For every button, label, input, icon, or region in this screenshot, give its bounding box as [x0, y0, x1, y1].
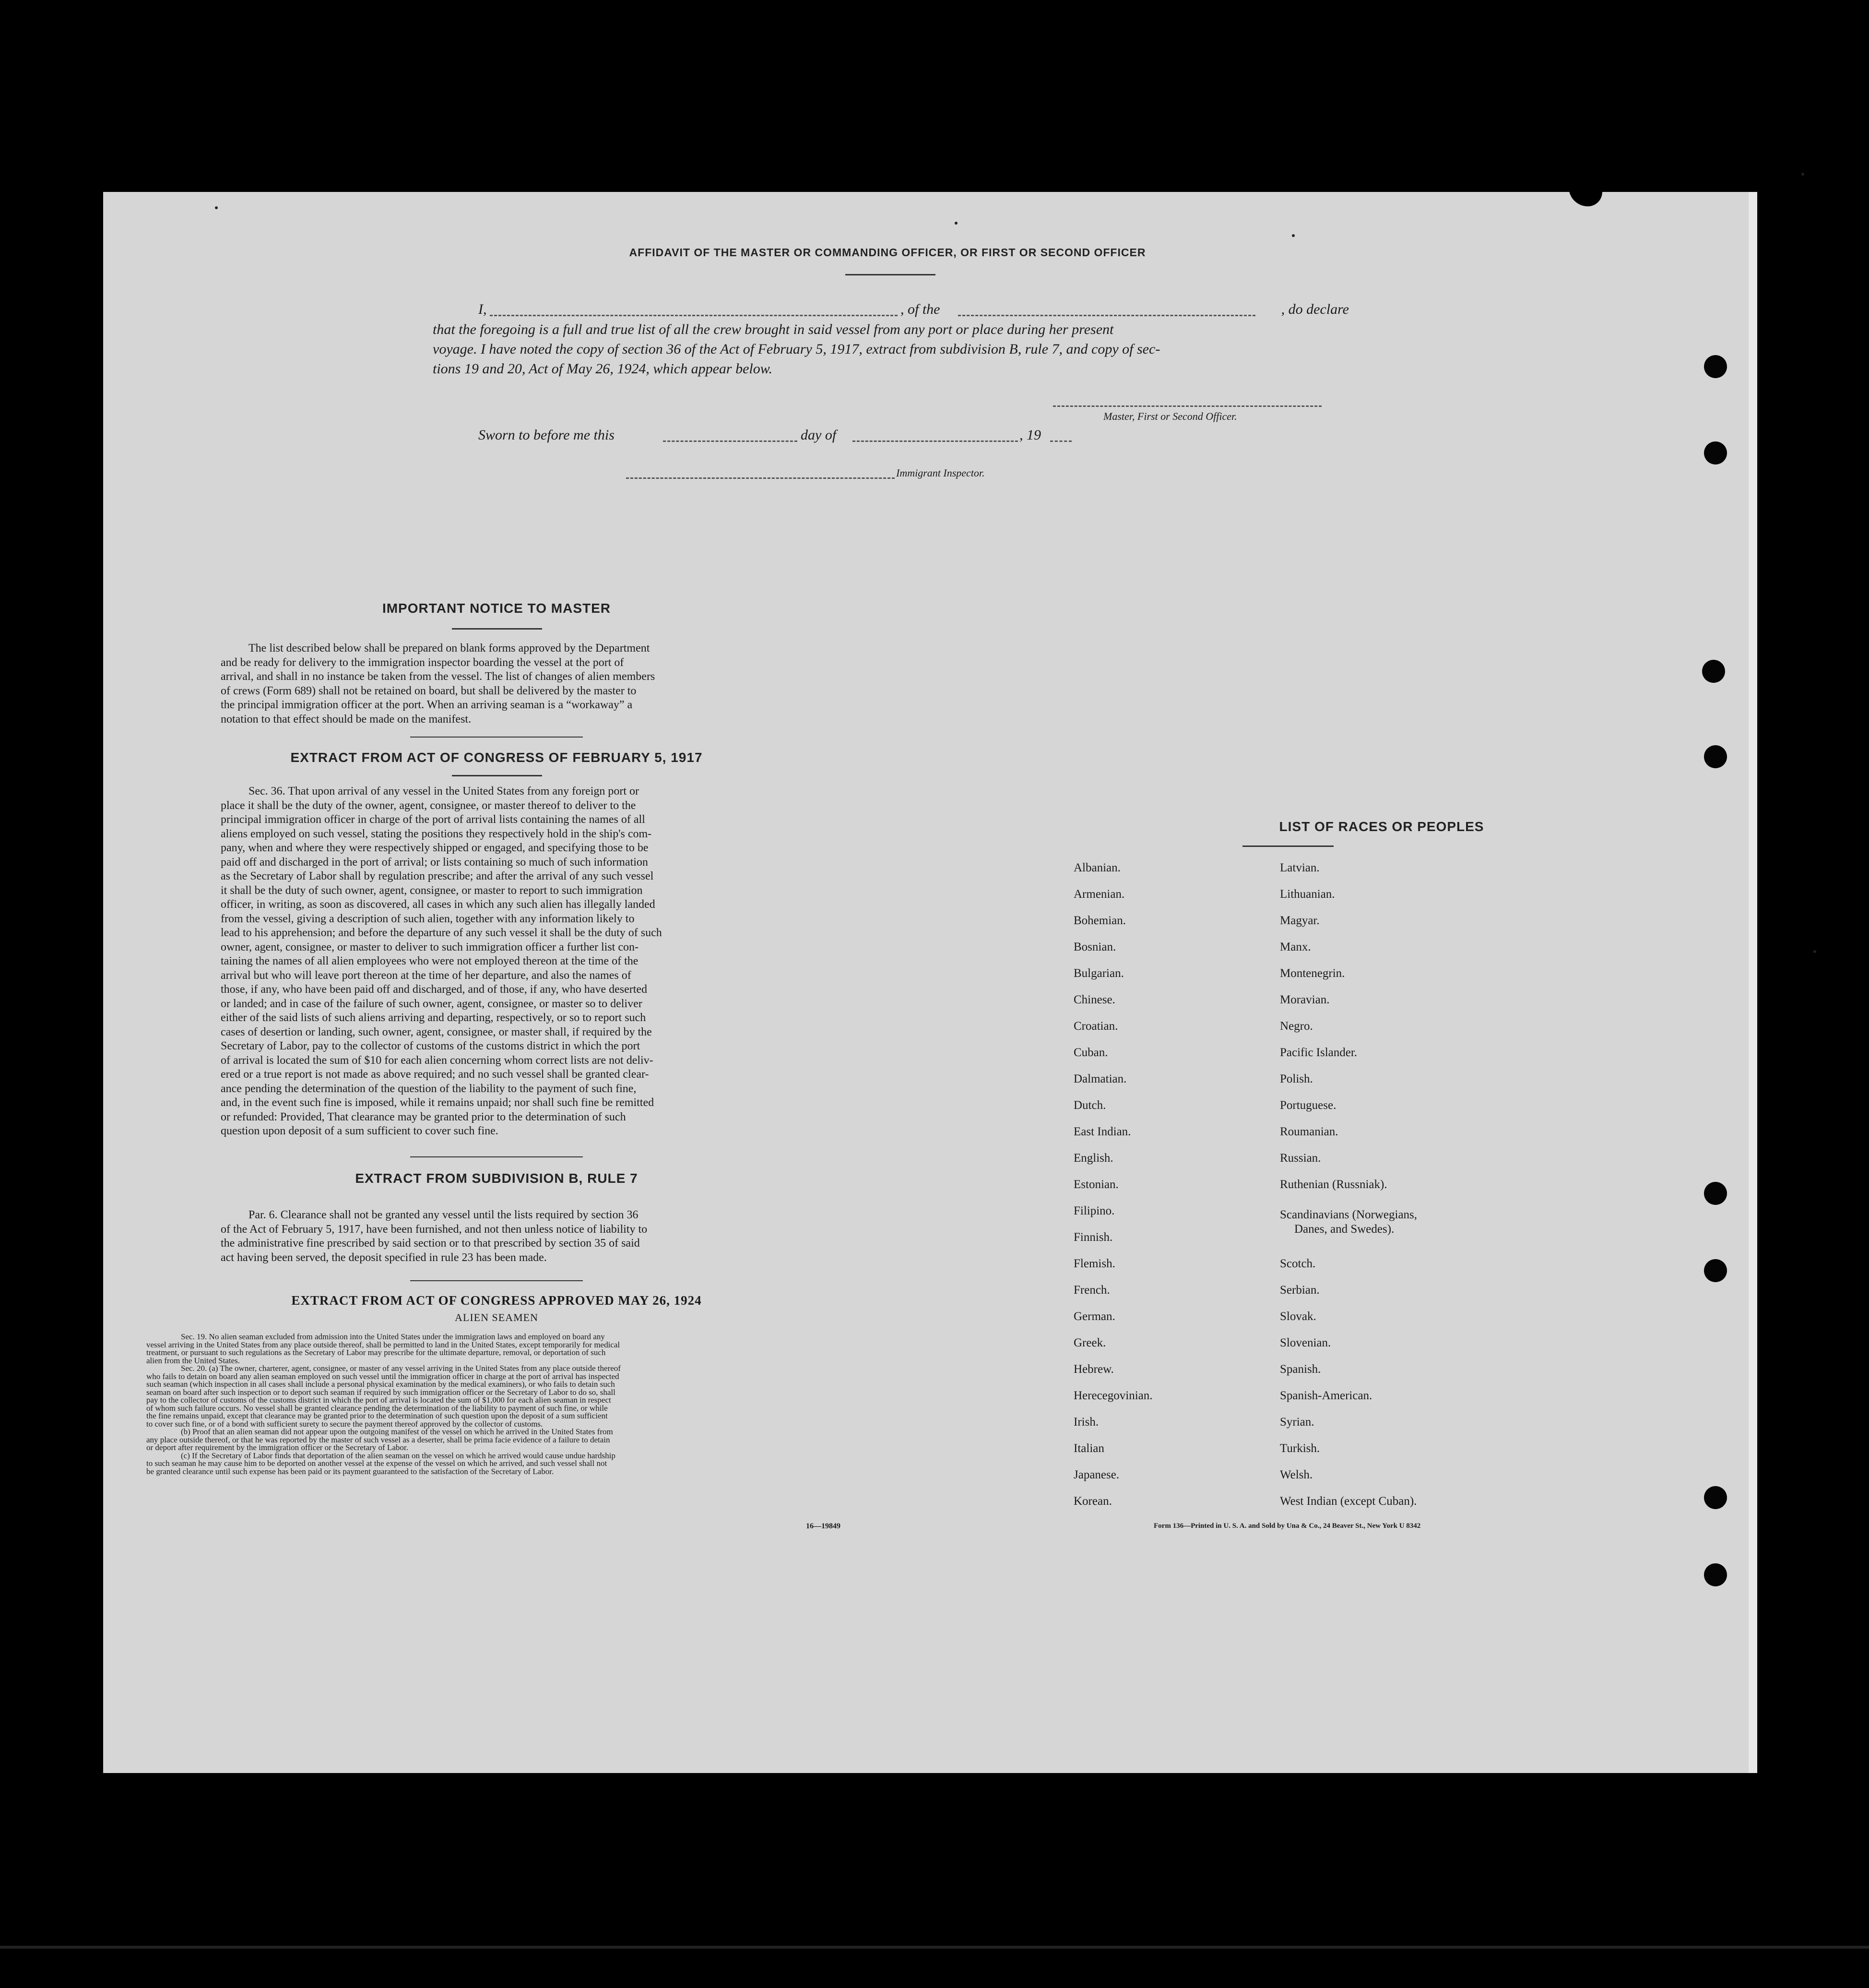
race-item: Armenian.: [1074, 888, 1125, 901]
race-item: Italian: [1074, 1442, 1104, 1455]
affidavit-line2: that the foregoing is a full and true list of all the crew brought in said vessel from any port or place during her present: [433, 321, 1114, 337]
page-edge-shadow: [1749, 192, 1757, 1773]
race-item: French.: [1074, 1284, 1110, 1297]
act-1924-line: Sec. 20. (a) The owner, charterer, agent, consignee, or master of any vessel arriving in the United States from any place outside thereof: [181, 1364, 621, 1373]
punch-hole: [1704, 1486, 1727, 1509]
of-the-label: , of the: [900, 301, 940, 317]
punch-hole: [1704, 745, 1727, 768]
act-1924-line: treatment, or pursuant to such regulations as the Secretary of Labor may prescribe for the ultimate departure, removal, or deportation of such: [146, 1348, 606, 1357]
act-1924-line: of whom such failure occurs. No vessel shall be granted clearance pending the determination of the liability to payment of such fine, or while: [146, 1403, 608, 1413]
divider: [452, 628, 542, 630]
act-1924-line: pay to the collector of customs of the customs district in which the port of arrival is located the sum of $1,000 for each alien seaman in respect: [146, 1395, 611, 1405]
affidavit-line4: tions 19 and 20, Act of May 26, 1924, which appear below.: [433, 361, 773, 377]
rule-7-line: act having been served, the deposit specified in rule 23 has been made.: [221, 1251, 547, 1264]
act-1917-line: either of the said lists of such aliens arriving and departing, respectively, or so to report such: [221, 1012, 646, 1024]
race-item: West Indian (except Cuban).: [1280, 1495, 1417, 1508]
divider: [845, 274, 935, 275]
act-1924-line: vessel arriving in the United States from any place outside thereof, shall be permitted to land in the United States, except temporarily for medical: [146, 1340, 620, 1349]
notice-body: [221, 642, 772, 726]
punch-hole: [1702, 660, 1725, 683]
notice-line: notation to that effect should be made on the manifest.: [221, 713, 472, 726]
punch-hole: [1704, 1182, 1727, 1205]
divider: [410, 1156, 583, 1157]
race-item: Danes, and Swedes).: [1294, 1223, 1395, 1236]
race-item: Syrian.: [1280, 1416, 1314, 1429]
act-1917-line: owner, agent, consignee, or master to deliver to such immigration officer a further list con-: [221, 940, 639, 953]
divider: [1242, 845, 1334, 847]
race-item: Dalmatian.: [1074, 1072, 1127, 1085]
race-item: Bosnian.: [1074, 940, 1116, 953]
do-declare-label: , do declare: [1281, 301, 1349, 317]
act-1917-line: officer, in writing, as soon as discovered, all cases in which any such alien has illegally landed: [221, 898, 655, 911]
divider: [452, 775, 542, 776]
punch-hole: [1704, 355, 1727, 378]
divider: [410, 737, 583, 738]
act-1917-line: as the Secretary of Labor shall by regulation prescribe; and after the arrival of any such vessel: [221, 870, 654, 882]
race-item: Albanian.: [1074, 861, 1121, 874]
race-item: Turkish.: [1280, 1442, 1320, 1455]
act-1917-line: from the vessel, giving a description of such alien, together with any information likely to: [221, 912, 635, 925]
rule-7-line: Par. 6. Clearance shall not be granted any vessel until the lists required by section 36: [248, 1209, 639, 1221]
affidavit-line1: [478, 301, 1349, 321]
race-item: Portuguese.: [1280, 1099, 1337, 1112]
speck: [1813, 950, 1816, 953]
race-item: Japanese.: [1074, 1468, 1120, 1481]
race-item: Spanish-American.: [1280, 1389, 1372, 1402]
race-item: Herecegovinian.: [1074, 1389, 1153, 1402]
act-1924-line: seaman on board after such inspection or to deport such seaman if required by such immigration officer or the Secretary of Labor to do so, shall: [146, 1387, 615, 1397]
act-1917-line: cases of desertion or landing, such owner, agent, consignee, or master shall, if required by the: [221, 1025, 652, 1038]
act-1917-line: lead to his apprehension; and before the departure of any such vessel it shall be the duty of such: [221, 927, 662, 939]
act-1917-line: question upon deposit of a sum sufficient to cover such fine.: [221, 1125, 498, 1137]
notice-heading: IMPORTANT NOTICE TO MASTER: [382, 601, 611, 616]
act-1917-line: or refunded: Provided, That clearance may be granted prior to the determination of such: [221, 1110, 626, 1123]
act-1924-line: (b) Proof that an alien seaman did not appear upon the outgoing manifest of the vessel on which he arrived in the United States from: [181, 1427, 613, 1436]
day-blank[interactable]: [663, 440, 797, 442]
day-of-label: day of: [801, 427, 837, 443]
race-item: Roumanian.: [1280, 1125, 1338, 1138]
master-signature-caption: Master, First or Second Officer.: [1103, 410, 1237, 422]
punch-hole: [1704, 441, 1727, 464]
act-1924-subheading: ALIEN SEAMEN: [455, 1311, 538, 1323]
speck: [1292, 234, 1295, 237]
race-item: Polish.: [1280, 1072, 1313, 1085]
race-item: Serbian.: [1280, 1284, 1320, 1297]
act-1924-line: who fails to detain on board any alien seaman employed on such vessel until the immigration officer in charge at the port of arrival has inspected: [146, 1371, 619, 1381]
inspector-signature-line[interactable]: [626, 477, 895, 479]
race-item: Lithuanian.: [1280, 888, 1335, 901]
divider: [410, 1280, 583, 1281]
vessel-blank[interactable]: [958, 315, 1255, 316]
form-code: 16—19849: [806, 1522, 840, 1530]
race-item: Pacific Islander.: [1280, 1046, 1358, 1059]
act-1924-body: [146, 1333, 849, 1476]
act-1924-heading: EXTRACT FROM ACT OF CONGRESS APPROVED MAY 26, 1924: [291, 1293, 702, 1308]
rule-7-line: of the Act of February 5, 1917, have been furnished, and not then unless notice of liability to: [221, 1223, 648, 1236]
act-1917-line: place it shall be the duty of the owner, agent, consignee, or master thereof to deliver to the: [221, 799, 636, 812]
rule-7-body: [221, 1208, 772, 1265]
race-item: Moravian.: [1280, 993, 1330, 1006]
sworn-line: [478, 427, 1073, 446]
race-item: Russian.: [1280, 1152, 1321, 1165]
inspector-caption: Immigrant Inspector.: [896, 467, 985, 479]
act-1924-line: (c) If the Secretary of Labor finds that deportation of the alien seaman on the vessel on which he arrived would cause undue hardship: [181, 1451, 615, 1460]
bottom-scan-line: [0, 1946, 1869, 1949]
year-blank[interactable]: [1050, 440, 1072, 442]
act-1924-line: any place outside thereof, or that he was reported by the master of such vessel as a deserter, shall be prima facie evidence of a failure to detain: [146, 1435, 610, 1444]
race-item: Negro.: [1280, 1020, 1313, 1033]
notice-line: arrival, and shall in no instance be taken from the vessel. The list of changes of alien members: [221, 670, 655, 683]
race-item: Filipino.: [1074, 1204, 1115, 1217]
act-1917-body: [221, 785, 772, 1139]
race-item: Montenegrin.: [1280, 967, 1345, 980]
act-1924-line: the fine remains unpaid, except that clearance may be granted prior to the determination of such question upon the deposit of a sum sufficient: [146, 1411, 608, 1420]
notice-line: and be ready for delivery to the immigration inspector boarding the vessel at the port of: [221, 656, 624, 669]
act-1917-heading: EXTRACT FROM ACT OF CONGRESS OF FEBRUARY 5, 1917: [290, 750, 703, 765]
rule-7-heading: EXTRACT FROM SUBDIVISION B, RULE 7: [355, 1171, 638, 1186]
punch-hole: [1704, 1259, 1727, 1282]
act-1924-line: alien from the United States.: [146, 1356, 240, 1365]
speck: [1801, 173, 1804, 176]
act-1917-line: Secretary of Labor, pay to the collector of customs of the customs district in which the port: [221, 1040, 640, 1052]
notice-line: The list described below shall be prepared on blank forms approved by the Department: [248, 642, 650, 655]
year-label: , 19: [1019, 427, 1041, 443]
act-1917-line: those, if any, who have been paid off and discharged, and of those, if any, who have deserted: [221, 983, 648, 996]
rule-7-line: the administrative fine prescribed by said section or to that prescribed by section 35 of said: [221, 1237, 640, 1250]
affidavit-heading: AFFIDAVIT OF THE MASTER OR COMMANDING OFFICER, OR FIRST OR SECOND OFFICER: [629, 246, 1146, 259]
sworn-label: Sworn to before me this: [478, 427, 615, 443]
race-item: Croatian.: [1074, 1020, 1118, 1033]
act-1917-line: ance pending the determination of the question of the liability to the payment of such fine,: [221, 1082, 637, 1095]
race-item: Manx.: [1280, 940, 1311, 953]
act-1917-line: aliens employed on such vessel, stating the positions they respectively hold in the ship's com-: [221, 827, 652, 840]
act-1917-line: or landed; and in case of the failure of such owner, agent, consignee, or master so to deliver: [221, 997, 642, 1010]
race-item: Scotch.: [1280, 1257, 1316, 1270]
act-1924-line: or deport after requirement by the immigration officer or the Secretary of Labor.: [146, 1443, 408, 1452]
race-item: Bohemian.: [1074, 914, 1126, 927]
race-item: Magyar.: [1280, 914, 1320, 927]
race-item: Greek.: [1074, 1336, 1106, 1349]
act-1924-line: to cover such fine, or of a bond with sufficient surety to secure the payment thereof approved by the collector of customs.: [146, 1419, 543, 1429]
notice-line: the principal immigration officer at the port. When an arriving seaman is a “workaway” a: [221, 699, 633, 711]
act-1924-line: be granted clearance until such expense has been paid or its payment guaranteed to the satisfaction of the Secretary of Labor.: [146, 1466, 554, 1476]
race-item: German.: [1074, 1310, 1115, 1323]
affidavit-line3: voyage. I have noted the copy of section 36 of the Act of February 5, 1917, extract from subdivision B, rule 7, and copy of sec-: [433, 341, 1160, 357]
act-1924-line: to such seaman he may cause him to be deported on another vessel at the expense of the vessel on which he arrived, and such vessel shall not: [146, 1459, 607, 1468]
act-1917-line: Sec. 36. That upon arrival of any vessel in the United States from any foreign port or: [248, 785, 639, 798]
printer-imprint: Form 136—Printed in U. S. A. and Sold by Una & Co., 24 Beaver St., New York U 8342: [1154, 1522, 1421, 1530]
i-label: I,: [478, 301, 487, 317]
act-1924-line: such seaman (which inspection in all cases shall include a personal physical examination by the medical examiners), or who fails to detain such: [146, 1380, 615, 1389]
races-heading: LIST OF RACES OR PEOPLES: [1279, 819, 1484, 834]
race-item: Hebrew.: [1074, 1363, 1114, 1376]
race-item: East Indian.: [1074, 1125, 1131, 1138]
race-item: Slovenian.: [1280, 1336, 1331, 1349]
speck: [215, 206, 218, 209]
act-1917-line: pany, when and where they were respectively shipped or engaged, and specifying those to be: [221, 842, 649, 854]
race-item: Cuban.: [1074, 1046, 1108, 1059]
race-item: Dutch.: [1074, 1099, 1106, 1112]
master-signature-line[interactable]: [1053, 405, 1322, 407]
race-item: Chinese.: [1074, 993, 1115, 1006]
race-item: Finnish.: [1074, 1231, 1113, 1244]
race-item: Scandinavians (Norwegians,: [1280, 1208, 1418, 1221]
race-item: Irish.: [1074, 1416, 1099, 1429]
act-1917-line: principal immigration officer in charge of the port of arrival lists containing the names of all: [221, 813, 645, 826]
race-item: Estonian.: [1074, 1178, 1119, 1191]
act-1917-line: ered or a true report is not made as above required; and no such vessel shall be granted clear-: [221, 1068, 649, 1081]
act-1917-line: arrival but who will leave port thereon at the time of her departure, and also the names of: [221, 969, 631, 982]
speck: [955, 222, 958, 225]
act-1917-line: paid off and discharged in the port of arrival; or lists containing so much of such information: [221, 856, 648, 869]
name-blank[interactable]: [490, 315, 898, 316]
race-item: Korean.: [1074, 1495, 1112, 1508]
race-item: Spanish.: [1280, 1363, 1321, 1376]
race-item: Welsh.: [1280, 1468, 1313, 1481]
act-1917-line: it shall be the duty of such owner, agent, consignee, or master to report to such immigration: [221, 884, 643, 897]
race-item: Ruthenian (Russniak).: [1280, 1178, 1387, 1191]
race-item: Flemish.: [1074, 1257, 1115, 1270]
act-1917-line: of arrival is located the sum of $10 for each alien concerning whom correct lists are not deliv-: [221, 1054, 653, 1067]
race-item: English.: [1074, 1152, 1113, 1165]
notice-line: of crews (Form 689) shall not be retained on board, but shall be delivered by the master to: [221, 684, 637, 697]
month-blank[interactable]: [852, 440, 1018, 442]
race-item: Latvian.: [1280, 861, 1320, 874]
race-item: Bulgarian.: [1074, 967, 1124, 980]
race-item: Slovak.: [1280, 1310, 1316, 1323]
act-1917-line: taining the names of all alien employees who were not employed thereon at the time of the: [221, 955, 639, 967]
punch-hole: [1704, 1563, 1727, 1586]
act-1924-line: Sec. 19. No alien seaman excluded from admission into the United States under the immigration laws and employed on board any: [181, 1332, 605, 1341]
act-1917-line: and, in the event such fine is imposed, while it remains unpaid; nor shall such fine be remitted: [221, 1096, 654, 1109]
